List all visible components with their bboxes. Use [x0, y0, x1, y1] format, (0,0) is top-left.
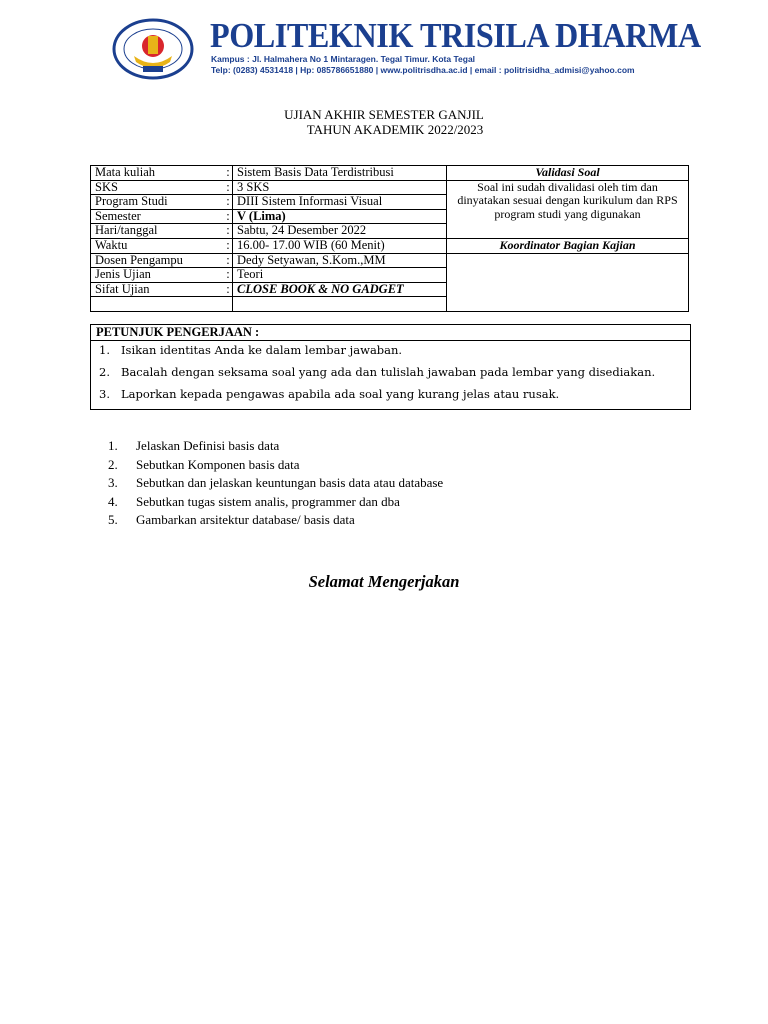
- exam-title: [0, 107, 768, 137]
- info-value: 16.00- 17.00 WIB (60 Menit): [233, 238, 447, 253]
- institution-name: POLITEKNIK TRISILA DHARMA: [210, 16, 701, 55]
- question-text: Sebutkan Komponen basis data: [136, 456, 300, 472]
- info-value: Sabtu, 24 Desember 2022: [233, 224, 447, 239]
- contact-info: Telp: (0283) 4531418 | Hp: 085786651880 | www.politrisdha.ac.id | email : politrisidha_admisi@yahoo.com: [211, 65, 635, 75]
- info-sep: :: [224, 282, 233, 297]
- question-item: [108, 456, 443, 475]
- question-text: Gambarkan arsitektur database/ basis data: [136, 512, 355, 527]
- info-label: Jenis Ujian: [91, 268, 225, 283]
- question-item: [108, 493, 443, 512]
- coordinator-title: Koordinator Bagian Kajian: [447, 238, 689, 253]
- exam-title-line2: TAHUN AKADEMIK 2022/2023: [306, 122, 484, 137]
- info-sep: :: [224, 238, 233, 253]
- info-value-empty: [233, 297, 447, 312]
- info-sep: :: [224, 253, 233, 268]
- info-label: Semester: [91, 209, 225, 224]
- question-item: [108, 511, 443, 530]
- info-sep: :: [224, 195, 233, 210]
- question-item: [108, 474, 443, 493]
- signature-area: [447, 253, 689, 311]
- info-sep: :: [224, 180, 233, 195]
- info-label: SKS: [91, 180, 225, 195]
- item-number: 3.: [99, 387, 110, 401]
- info-sep: :: [224, 209, 233, 224]
- question-number: 3.: [108, 475, 118, 490]
- info-label: Mata kuliah: [91, 166, 225, 181]
- info-value: V (Lima): [233, 209, 447, 224]
- question-number: 5.: [108, 512, 118, 527]
- question-text: Sebutkan tugas sistem analis, programmer dan dba: [136, 493, 400, 509]
- info-value: Teori: [233, 268, 447, 283]
- table-row: [91, 238, 689, 253]
- table-row: [91, 166, 689, 181]
- list-item: [91, 365, 690, 380]
- closing-text: Selamat Mengerjakan: [308, 572, 460, 591]
- question-text: Jelaskan Definisi basis data: [136, 438, 280, 453]
- info-value: DIII Sistem Informasi Visual: [233, 195, 447, 210]
- question-number: 4.: [108, 493, 118, 509]
- info-sep: :: [224, 268, 233, 283]
- campus-address: Kampus : Jl. Halmahera No 1 Mintaragen. Tegal Timur. Kota Tegal: [211, 54, 476, 64]
- question-text: Sebutkan dan jelaskan keuntungan basis data atau database: [136, 475, 444, 490]
- questions-list: [108, 437, 443, 530]
- info-value: 3 SKS: [233, 180, 447, 195]
- exam-title-line1: UJIAN AKHIR SEMESTER GANJIL: [284, 107, 484, 122]
- validation-text: Soal ini sudah divalidasi oleh tim dan dinyatakan sesuai dengan kurikulum dan RPS program studi yang digunakan: [447, 180, 689, 238]
- info-label-empty: [91, 297, 225, 312]
- info-value: Dedy Setyawan, S.Kom.,MM: [233, 253, 447, 268]
- info-label: Waktu: [91, 238, 225, 253]
- info-label: Sifat Ujian: [91, 282, 225, 297]
- question-number: 1.: [108, 438, 118, 453]
- exam-info-table: [90, 165, 689, 312]
- info-value: CLOSE BOOK & NO GADGET: [233, 282, 447, 297]
- list-item: [91, 387, 690, 402]
- instructions-box: [90, 324, 691, 410]
- item-number: 1.: [99, 343, 110, 357]
- info-label: Hari/tanggal: [91, 224, 225, 239]
- info-sep: :: [224, 224, 233, 239]
- list-item: [91, 343, 690, 358]
- table-row: [91, 180, 689, 195]
- info-sep-empty: [224, 297, 233, 312]
- info-sep: :: [224, 166, 233, 181]
- item-text: Bacalah dengan seksama soal yang ada dan tulislah jawaban pada lembar yang disediakan.: [121, 365, 656, 379]
- info-label: Program Studi: [91, 195, 225, 210]
- item-number: 2.: [99, 365, 110, 379]
- question-number: 2.: [108, 456, 118, 472]
- item-text: Isikan identitas Anda ke dalam lembar jawaban.: [121, 343, 403, 357]
- question-item: [108, 437, 443, 456]
- instructions-list: [91, 343, 690, 402]
- item-text: Laporkan kepada pengawas apabila ada soal yang kurang jelas atau rusak.: [121, 387, 560, 401]
- instructions-header: PETUNJUK PENGERJAAN :: [91, 325, 690, 341]
- table-row: [91, 253, 689, 268]
- college-seal-icon: [112, 18, 194, 80]
- info-value: Sistem Basis Data Terdistribusi: [233, 166, 447, 181]
- letterhead: [100, 14, 701, 84]
- validation-title: Validasi Soal: [447, 166, 689, 181]
- info-label: Dosen Pengampu: [91, 253, 225, 268]
